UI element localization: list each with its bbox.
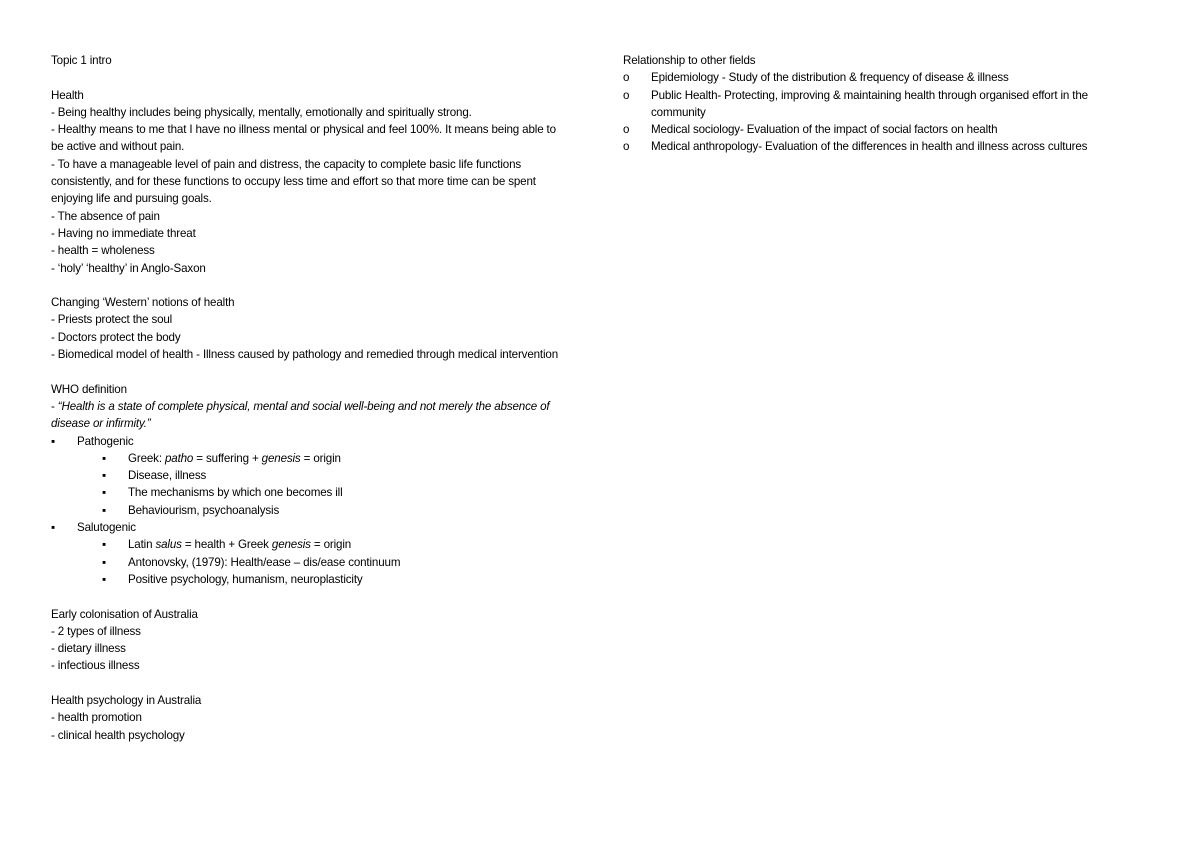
square-bullet-icon: ▪	[102, 555, 106, 569]
colonisation-line: - dietary illness	[51, 642, 126, 656]
square-bullet-icon: ▪	[51, 521, 55, 535]
square-bullet-icon: ▪	[102, 486, 106, 500]
list-item	[51, 571, 571, 588]
health-line: - ‘holy’ ‘healthy’ in Anglo-Saxon	[51, 261, 206, 275]
circle-bullet-icon: o	[623, 140, 630, 154]
health-psychology-heading: Health psychology in Australia	[51, 693, 202, 707]
colonisation-line: - 2 types of illness	[51, 624, 141, 638]
who-quote	[51, 398, 571, 433]
latin-salus: salus	[155, 538, 182, 552]
western-notions-line: - Biomedical model of health - Illness caused by pathology and remedied through medical intervention	[51, 348, 559, 362]
square-bullet-icon: ▪	[102, 572, 106, 586]
western-notions-heading: Changing ‘Western’ notions of health	[51, 296, 235, 310]
health-section	[51, 87, 571, 277]
list-item	[51, 450, 571, 467]
latin-mid: = health + Greek	[181, 538, 272, 552]
colonisation-section	[51, 606, 571, 675]
list-item	[623, 138, 1123, 155]
who-quote-text: “Health is a state of complete physical, mental and social well-being and not merely the absence of disease or infirmity.”	[51, 399, 550, 431]
square-bullet-icon: ▪	[102, 469, 106, 483]
greek-suffix: = origin	[300, 451, 341, 465]
greek-mid: = suffering +	[193, 451, 262, 465]
health-line: - Having no immediate threat	[51, 226, 196, 240]
who-bullet-list	[51, 433, 571, 450]
salutogenic-item	[51, 519, 571, 536]
list-item-text: Epidemiology - Study of the distribution & frequency of disease & illness	[651, 71, 1009, 85]
list-item	[51, 467, 571, 484]
who-bullet-list	[51, 519, 571, 536]
list-item	[51, 502, 571, 519]
list-item	[623, 69, 1123, 86]
list-item-text: Disease, illness	[128, 469, 207, 483]
health-heading: Health	[51, 88, 84, 102]
latin-genesis: genesis	[271, 538, 311, 552]
related-fields-heading: Relationship to other fields	[623, 54, 756, 67]
who-definition-heading: WHO definition	[51, 382, 127, 396]
list-item-text: Public Health- Protecting, improving & maintaining health through organised effort in the community	[651, 88, 1088, 119]
list-item-text: The mechanisms by which one becomes ill	[128, 486, 343, 500]
health-line: - Healthy means to me that I have no illness mental or physical and feel 100%. It means being able to be active and without pain.	[51, 123, 556, 154]
health-line: - Being healthy includes being physically, mentally, emotionally and spiritually strong.	[51, 105, 472, 119]
pathogenic-sub-list	[51, 450, 571, 519]
list-item-text: Medical anthropology- Evaluation of the differences in health and illness across cultures	[651, 140, 1088, 154]
western-notions-line: - Priests protect the soul	[51, 313, 173, 327]
colonisation-heading: Early colonisation of Australia	[51, 607, 198, 621]
western-notions-line: - Doctors protect the body	[51, 330, 181, 344]
greek-patho: patho	[164, 451, 194, 465]
square-bullet-icon: ▪	[102, 538, 106, 552]
list-item	[51, 484, 571, 501]
circle-bullet-icon: o	[623, 71, 630, 85]
square-bullet-icon: ▪	[51, 434, 55, 448]
list-item	[51, 554, 571, 571]
circle-bullet-icon: o	[623, 88, 630, 102]
salutogenic-label: Salutogenic	[77, 521, 136, 535]
left-column	[51, 52, 571, 761]
health-psychology-section	[51, 692, 571, 744]
topic-title: Topic 1 intro	[51, 54, 112, 67]
list-item-text: Positive psychology, humanism, neuroplasticity	[128, 572, 363, 586]
pathogenic-item	[51, 433, 571, 450]
list-item	[623, 121, 1123, 138]
list-item-text: Behaviourism, psychoanalysis	[128, 503, 280, 517]
health-line: - health = wholeness	[51, 244, 155, 258]
list-item-text: Antonovsky, (1979): Health/ease – dis/ease continuum	[128, 555, 401, 569]
square-bullet-icon: ▪	[102, 503, 106, 517]
colonisation-line: - infectious illness	[51, 659, 140, 673]
related-fields-list	[623, 69, 1123, 155]
health-psychology-line: - clinical health psychology	[51, 728, 185, 742]
right-column	[623, 52, 1123, 156]
latin-suffix: = origin	[310, 538, 352, 552]
greek-genesis: genesis	[261, 451, 301, 465]
circle-bullet-icon: o	[623, 123, 630, 137]
western-notions-section	[51, 294, 571, 363]
health-psychology-line: - health promotion	[51, 711, 142, 725]
salutogenic-sub-list	[51, 536, 571, 588]
list-item-text: Medical sociology- Evaluation of the impact of social factors on health	[651, 123, 998, 137]
who-quote-prefix: -	[51, 399, 58, 413]
pathogenic-label: Pathogenic	[77, 434, 134, 448]
list-item	[623, 87, 1123, 122]
who-definition-section	[51, 381, 571, 589]
topic-title-section	[51, 52, 571, 69]
health-line: - To have a manageable level of pain and distress, the capacity to complete basic life functions consistently, and for these functions to occupy less time and effort so that more time can be spent enjoying life and pursuing goals.	[51, 157, 536, 206]
list-item	[51, 536, 571, 553]
square-bullet-icon: ▪	[102, 451, 106, 465]
health-line: - The absence of pain	[51, 209, 160, 223]
latin-prefix: Latin	[128, 538, 156, 552]
greek-prefix: Greek:	[128, 451, 165, 465]
